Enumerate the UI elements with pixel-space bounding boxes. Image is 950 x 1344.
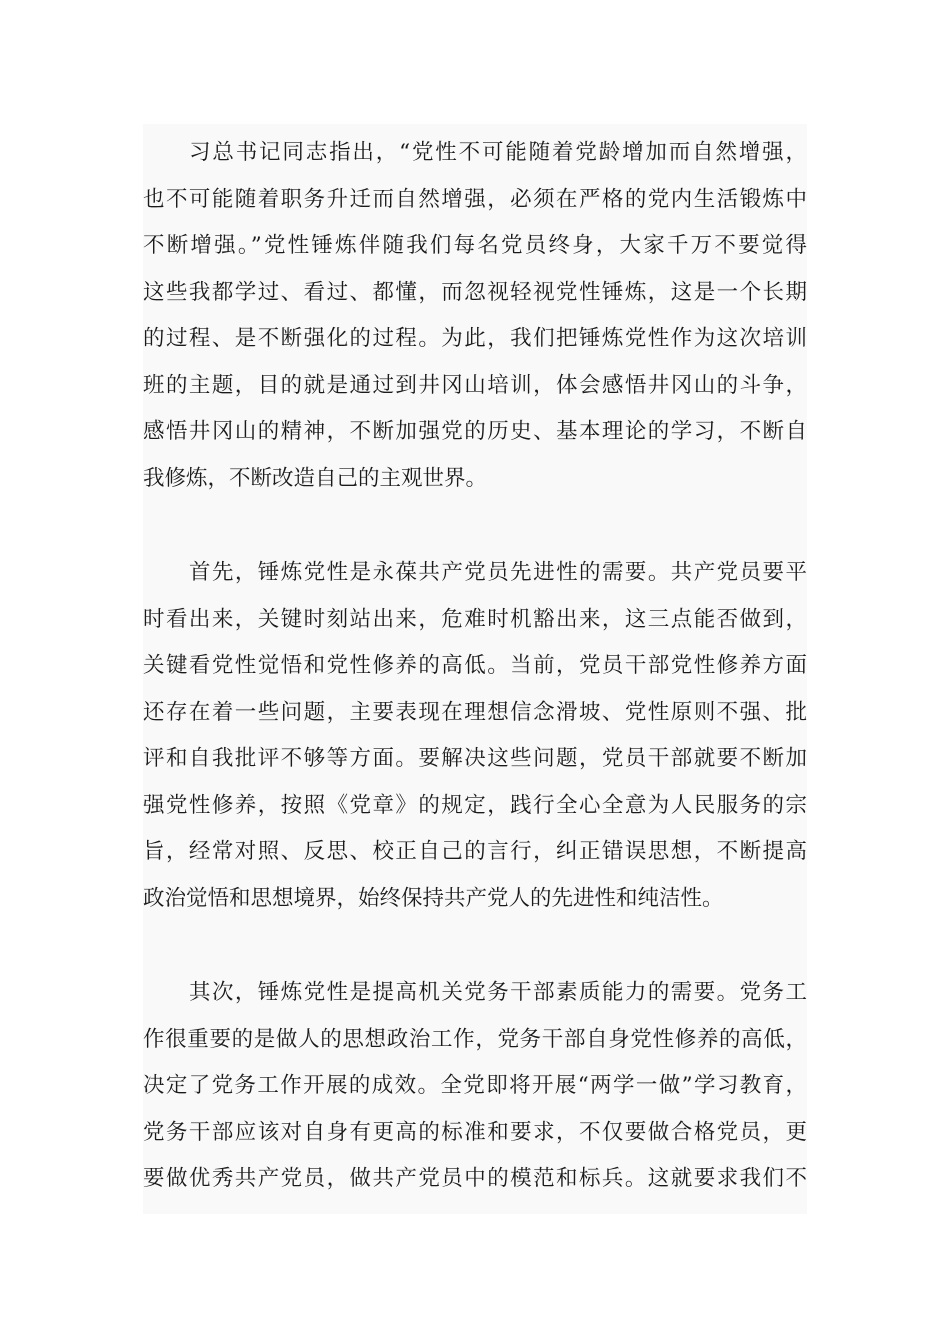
- text-line: 的过程、是不断强化的过程。为此，我们把锤炼党性作为这次培训: [143, 326, 807, 351]
- text-line: 其次，锤炼党性是提高机关党务干部素质能力的需要。党务工: [189, 980, 807, 1005]
- text-line: 时看出来，关键时刻站出来，危难时机豁出来，这三点能否做到，: [143, 606, 807, 632]
- text-line: 班的主题，目的就是通过到井冈山培训，体会感悟井冈山的斗争，: [143, 372, 807, 398]
- text-line: 党务干部应该对自身有更高的标准和要求，不仅要做合格党员，更: [143, 1119, 807, 1145]
- text-line: 决定了党务工作开展的成效。全党即将开展“两学一做”学习教育，: [143, 1073, 807, 1098]
- text-line: 也不可能随着职务升迁而自然增强，必须在严格的党内生活锻炼中: [143, 186, 807, 212]
- paragraph-2: [143, 550, 807, 922]
- text-line: 要做优秀共产党员，做共产党员中的模范和标兵。这就要求我们不: [143, 1166, 807, 1191]
- text-line: 这些我都学过、看过、都懂，而忽视轻视党性锤炼，这是一个长期: [143, 279, 807, 305]
- text-line: 关键看党性觉悟和党性修养的高低。当前，党员干部党性修养方面: [143, 653, 807, 678]
- text-line: 政治觉悟和思想境界，始终保持共产党人的先进性和纯洁性。: [143, 885, 724, 911]
- text-line: 我修炼，不断改造自己的主观世界。: [143, 465, 488, 491]
- paragraph-1: [143, 130, 807, 502]
- text-line: 旨，经常对照、反思、校正自己的言行，纠正错误思想，不断提高: [143, 839, 807, 864]
- text-line: 评和自我批评不够等方面。要解决这些问题，党员干部就要不断加: [143, 746, 807, 771]
- paragraph-3: [143, 970, 807, 1203]
- text-line: 不断增强。”党性锤炼伴随我们每名党员终身，大家千万不要觉得: [143, 233, 807, 258]
- text-line: 习总书记同志指出，“党性不可能随着党龄增加而自然增强，: [189, 140, 807, 165]
- text-line: 首先，锤炼党性是永葆共产党员先进性的需要。共产党员要平: [189, 560, 807, 585]
- text-line: 还存在着一些问题，主要表现在理想信念滑坡、党性原则不强、批: [143, 699, 807, 725]
- text-line: 感悟井冈山的精神，不断加强党的历史、基本理论的学习，不断自: [143, 419, 807, 444]
- text-line: 强党性修养，按照《党章》的规定，践行全心全意为人民服务的宗: [143, 792, 807, 818]
- text-line: 作很重要的是做人的思想政治工作，党务干部自身党性修养的高低，: [143, 1026, 807, 1052]
